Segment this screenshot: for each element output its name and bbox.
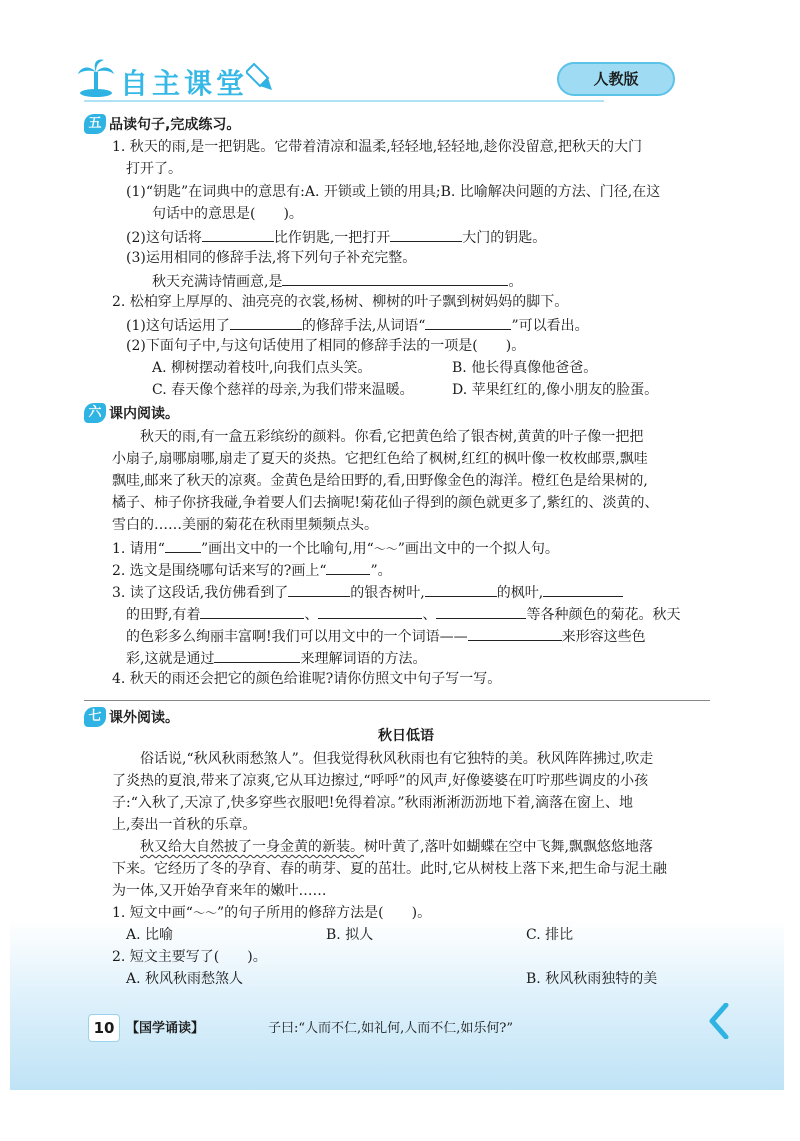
footer-label: 【国学诵读】 <box>126 1021 205 1036</box>
question-text: 2. 短文主要写了( )。 <box>112 949 267 965</box>
question-text: 大门的钥匙。 <box>462 230 547 246</box>
question-text: 1. 请用“ <box>112 541 165 557</box>
question-text: ”画出文中的一个拟人句。 <box>397 541 559 557</box>
question-line <box>112 902 431 924</box>
section-5-heading <box>84 113 240 135</box>
question-text: (1)“钥匙”在词典中的意思有:A. 开锁或上锁的用具;B. 比喻解决问题的方法、门径,在这 <box>126 184 661 200</box>
question-text: ”画出文中的一个比喻句,用“ <box>200 541 374 557</box>
pencil-icon <box>246 60 276 96</box>
question-line <box>126 313 589 337</box>
section-6-heading <box>84 402 179 424</box>
section-7-heading <box>84 706 179 728</box>
question-text: 1. 秋天的雨,是一把钥匙。它带着清凉和温柔,轻轻地,轻轻地,趁你没留意,把秋天的大门 <box>112 139 643 155</box>
option-a: A. 比喻 <box>126 927 174 943</box>
question-text: 4. 秋天的雨还会把它的颜色给谁呢?请你仿照文中句子写一写。 <box>112 671 502 687</box>
question-text: (2)下面句子中,与这句话使用了相同的修辞手法的一项是( )。 <box>126 338 526 354</box>
passage-line <box>140 836 653 858</box>
question-text: ”。 <box>370 563 392 579</box>
option-b: B. 拟人 <box>326 927 374 943</box>
question-text: 打开了。 <box>126 161 182 177</box>
section-title: 品读句子,完成练习。 <box>109 117 241 133</box>
answer-blank[interactable] <box>202 225 274 242</box>
question-text: (1)这句话运用了 <box>126 318 230 334</box>
question-text: 的色彩多么绚丽丰富啊!我们可以用文中的一个词语—— <box>126 629 468 645</box>
question-text: (2)这句话将 <box>126 230 202 246</box>
question-line <box>126 624 646 648</box>
answer-blank[interactable] <box>214 646 300 663</box>
question-text: 的枫叶, <box>496 585 544 601</box>
question-line <box>112 536 559 560</box>
underline-sample <box>165 536 201 553</box>
question-line <box>152 269 522 293</box>
page-header <box>76 56 776 108</box>
answer-blank[interactable] <box>425 580 497 597</box>
question-text: 等各种颜色的菊花。秋天 <box>526 607 681 623</box>
answer-blank[interactable] <box>436 602 526 619</box>
question-text: 比作钥匙,一把打开 <box>273 230 391 246</box>
option-b: B. 秋风秋雨独特的美 <box>526 971 658 987</box>
question-text: ”可以看出。 <box>511 318 589 334</box>
section-number-badge: 六 <box>84 403 106 423</box>
logo-text: 自主课堂 <box>120 67 249 100</box>
passage-line: 下来。它经历了冬的孕育、春的萌芽、夏的茁壮。此时,它从树枝上落下来,把生命与泥土融 <box>112 861 667 877</box>
passage-line: 橘子、柿子你挤我碰,争着要人们去摘呢!菊花仙子得到的颜色就更多了,紫红的、淡黄的、 <box>112 495 659 511</box>
question-text: 、 <box>422 607 437 623</box>
section-number-badge: 七 <box>84 707 106 727</box>
passage-line: 小扇子,扇哪扇哪,扇走了夏天的炎热。它把红色给了枫树,红红的枫叶像一枚枚邮票,飘哇 <box>112 451 648 467</box>
section-number-badge: 五 <box>84 114 106 134</box>
chevron-left-icon <box>708 1003 732 1039</box>
passage-line: 俗话说,“秋风秋雨愁煞人”。但我觉得秋风秋雨也有它独特的美。秋风阵阵拂过,吹走 <box>140 751 654 767</box>
passage-line: 子:“入秋了,天凉了,快多穿些衣服吧!免得着凉。”秋雨淅淅沥沥地下着,滴落在窗上、地 <box>112 795 634 811</box>
question-text: 秋天充满诗情画意,是 <box>152 274 283 290</box>
article-title: 秋日低语 <box>378 728 434 744</box>
question-text: 的银杏树叶, <box>350 585 425 601</box>
answer-blank[interactable] <box>282 269 508 286</box>
question-line <box>112 580 623 604</box>
question-line <box>126 646 426 670</box>
section-title: 课内阅读。 <box>109 406 179 422</box>
question-text: 来形容这些色 <box>561 629 646 645</box>
section-title: 课外阅读。 <box>109 710 179 726</box>
question-text: 句话中的意思是( )。 <box>152 206 303 222</box>
question-line <box>112 558 392 582</box>
header-underline <box>84 100 604 102</box>
answer-blank[interactable] <box>468 624 562 641</box>
writing-line[interactable] <box>84 700 710 701</box>
answer-blank[interactable] <box>390 225 462 242</box>
wavy-line-sample: ～～ <box>192 906 217 920</box>
option-a: A. 柳树摆动着枝叶,向我们点头笑。 <box>152 360 372 376</box>
option-d: D. 苹果红红的,像小朋友的脸蛋。 <box>452 382 659 398</box>
option-c: C. 排比 <box>526 927 574 943</box>
question-text: 2. 松柏穿上厚厚的、油亮亮的衣裳,杨树、柳树的叶子飘到树妈妈的脚下。 <box>112 294 569 310</box>
passage-line: 上,奏出一首秋的乐章。 <box>112 817 257 833</box>
question-text: 、 <box>304 607 319 623</box>
passage-line: 雪白的……美丽的菊花在秋雨里频频点头。 <box>112 517 378 533</box>
option-b: B. 他长得真像他爸爸。 <box>452 360 598 376</box>
question-text: ”的句子所用的修辞方法是( )。 <box>216 905 432 921</box>
question-text: 2. 选文是围绕哪句话来写的?画上“ <box>112 563 327 579</box>
option-c: C. 春天像个慈祥的母亲,为我们带来温暖。 <box>152 382 414 398</box>
answer-blank[interactable] <box>230 313 302 330</box>
footer-quote: 子曰:“人而不仁,如礼何,人而不仁,如乐何?” <box>268 1021 514 1036</box>
passage-text: 树叶黄了,落叶如蝴蝶在空中飞舞,飘飘悠悠地落 <box>364 839 653 855</box>
wavy-underlined-sentence: 秋又给大自然披了一身金黄的新装。 <box>140 839 364 855</box>
answer-blank[interactable] <box>288 580 350 597</box>
answer-blank[interactable] <box>318 602 422 619</box>
answer-blank[interactable] <box>425 313 511 330</box>
question-text: 的田野,有着 <box>126 607 201 623</box>
palm-tree-icon <box>76 58 116 98</box>
question-text: 来理解词语的方法。 <box>300 651 427 667</box>
answer-blank[interactable] <box>543 580 623 597</box>
page-number: 10 <box>88 1014 120 1042</box>
question-text: (3)运用相同的修辞手法,将下列句子补充完整。 <box>126 250 417 266</box>
passage-line: 了炎热的夏浪,带来了凉爽,它从耳边擦过,“呼呼”的风声,好像婆婆在叮咛那些调皮的小孩 <box>112 773 649 789</box>
question-text: 的修辞手法,从词语“ <box>301 318 426 334</box>
passage-line: 秋天的雨,有一盒五彩缤纷的颜料。你看,它把黄色给了银杏树,黄黄的叶子像一把把 <box>140 429 644 445</box>
question-line <box>126 225 546 249</box>
question-text: 3. 读了这段话,我仿佛看到了 <box>112 585 289 601</box>
question-text: 。 <box>508 274 523 290</box>
answer-blank[interactable] <box>200 602 304 619</box>
wavy-line-sample: ～～ <box>373 542 398 556</box>
question-text: 1. 短文中画“ <box>112 905 193 921</box>
passage-line: 飘哇,邮来了秋天的凉爽。金黄色是给田野的,看,田野像金色的海洋。橙红色是给果树的, <box>112 473 648 489</box>
question-line <box>126 602 680 626</box>
passage-line: 为一体,又开始孕育来年的嫩叶…… <box>112 883 327 899</box>
edition-badge: 人教版 <box>557 62 675 96</box>
question-text: 彩,这就是通过 <box>126 651 215 667</box>
option-a: A. 秋风秋雨愁煞人 <box>126 971 244 987</box>
underline-sample <box>326 558 370 575</box>
